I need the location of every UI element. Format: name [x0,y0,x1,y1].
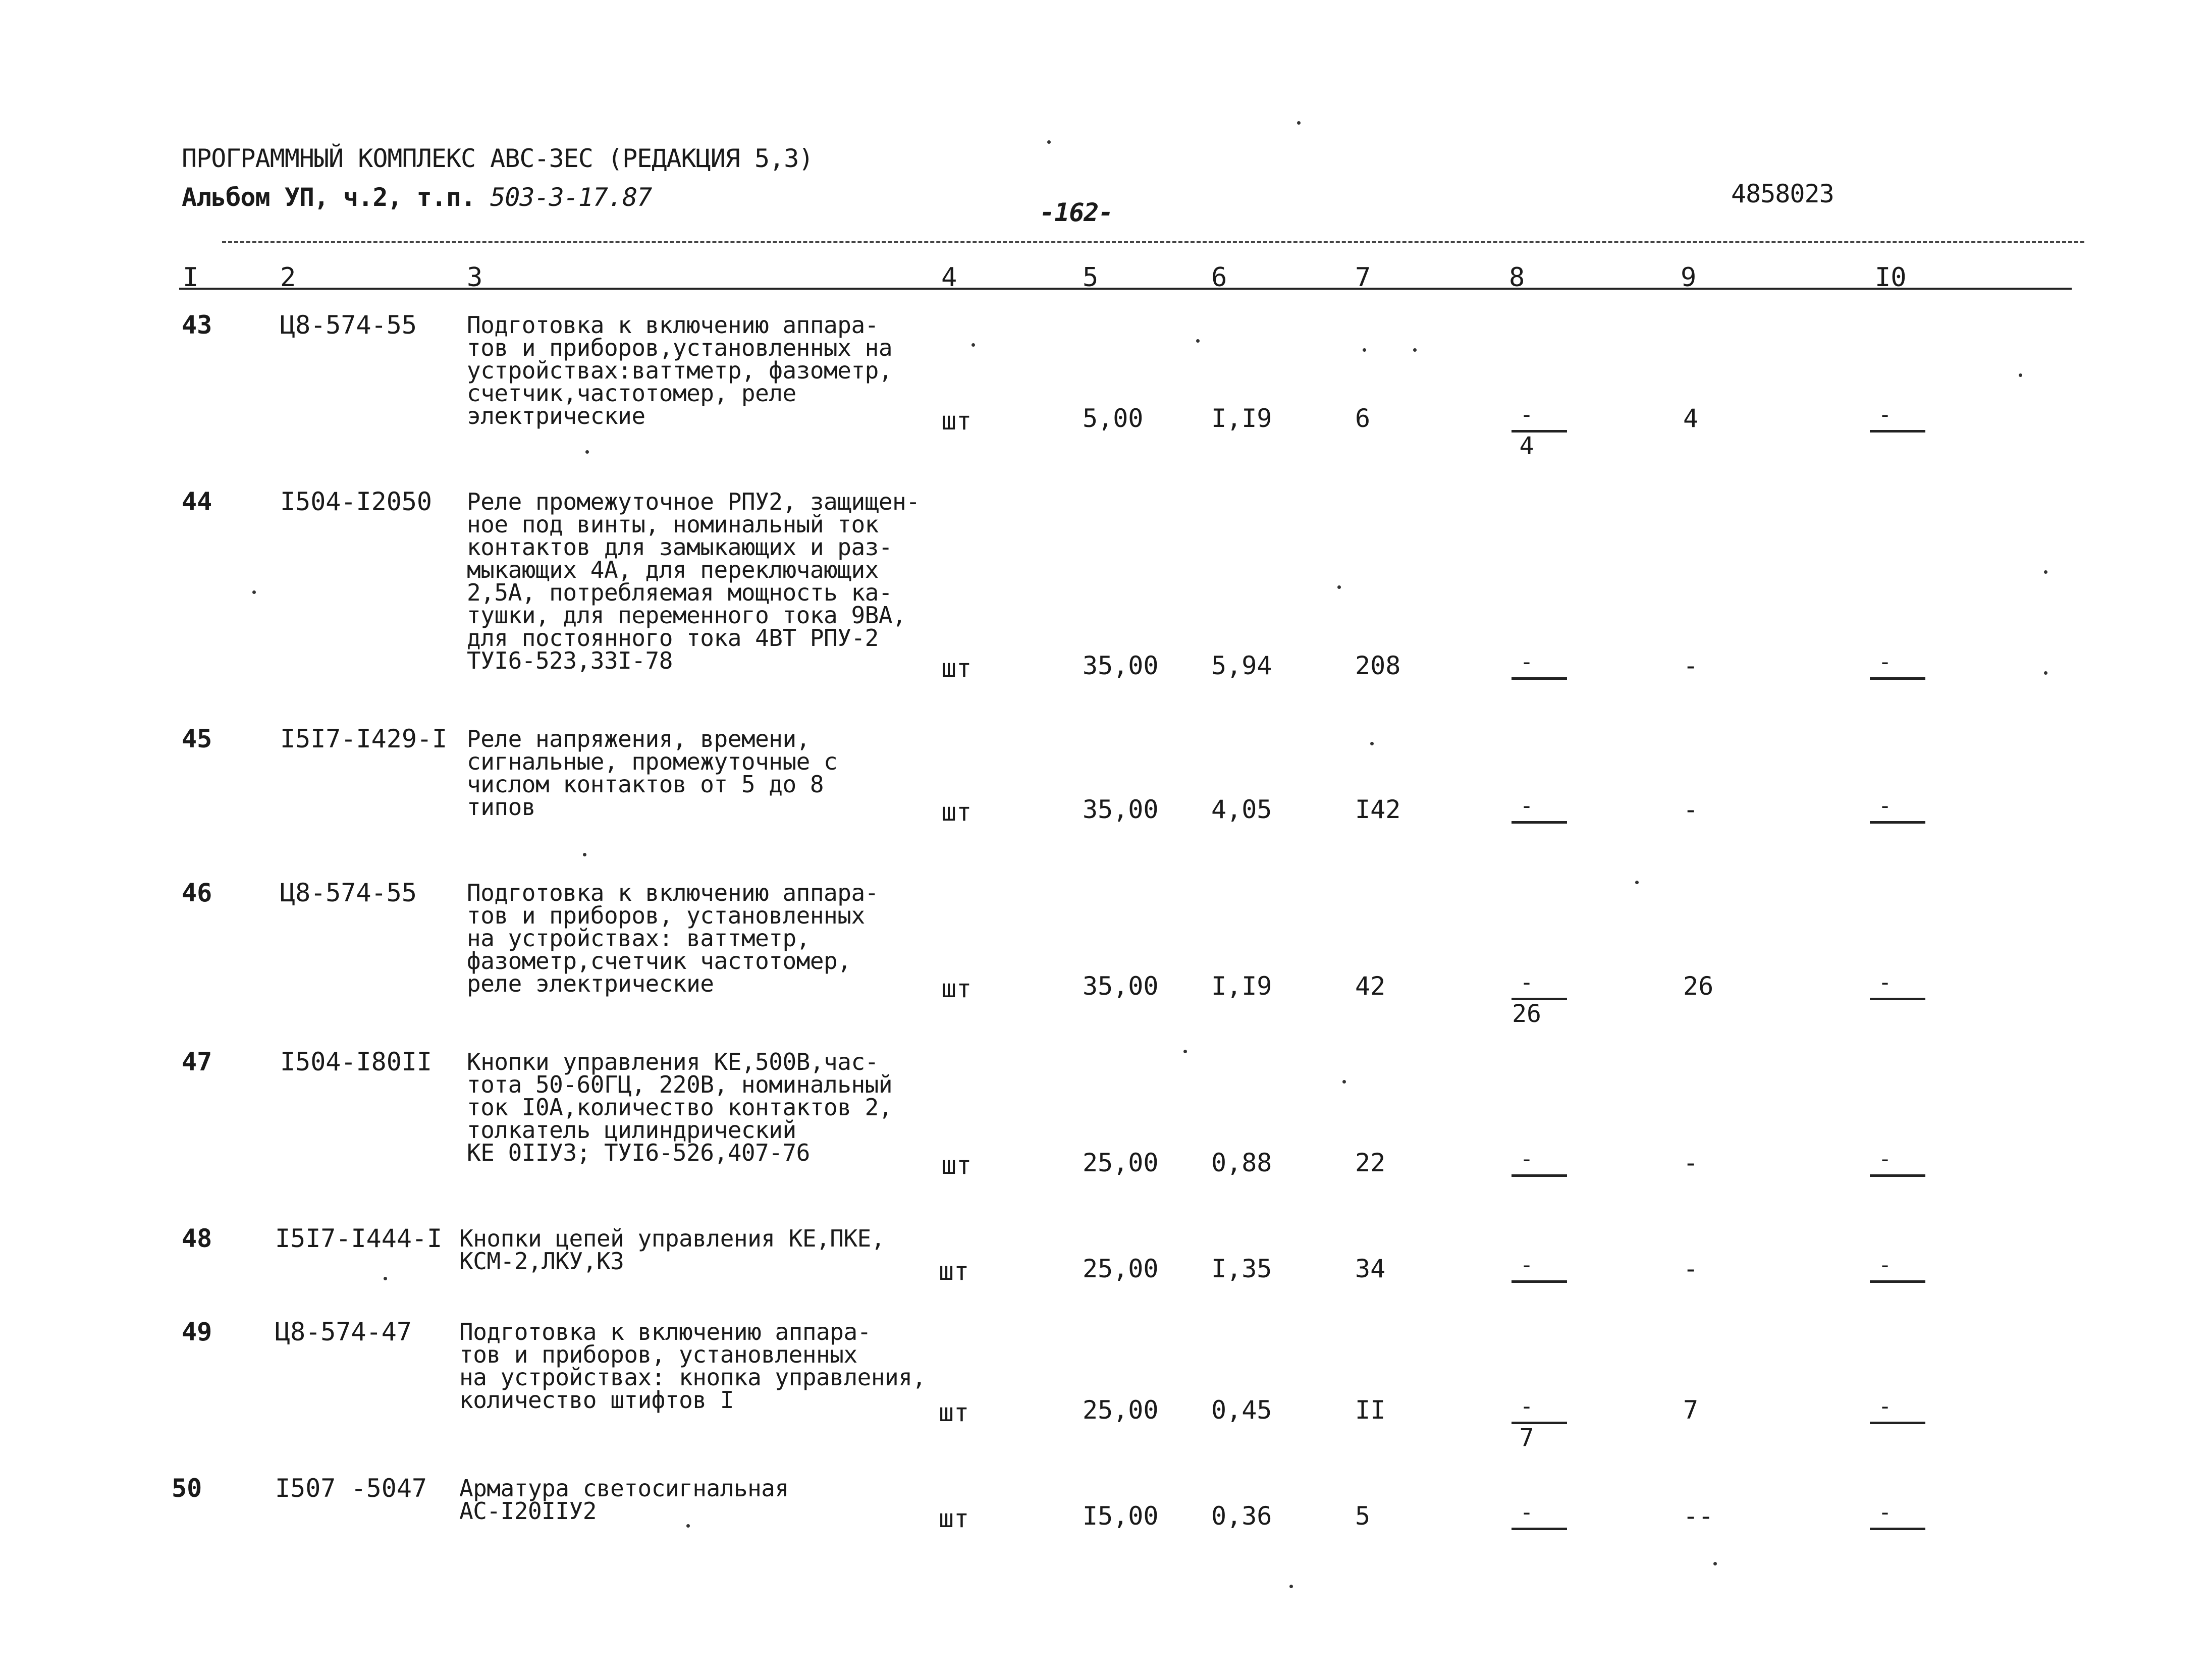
col8-top: - [1520,649,1534,675]
speck [252,590,256,594]
row-col6: 0,88 [1211,1148,1272,1177]
row-col7: 6 [1355,404,1371,433]
speck [1047,140,1051,144]
row-code: I504-I2050 [280,487,433,516]
col-header: I0 [1875,262,1907,293]
col8-top: - [1520,402,1534,427]
row-unit: шт [939,1398,969,1427]
row-col6: I,I9 [1211,971,1272,1001]
row-col9: - [1683,1254,1699,1283]
row-col5: 35,00 [1083,651,1159,680]
row-code: Ц8-574-55 [280,878,417,907]
fraction-bar [1870,430,1925,432]
col10-top: - [1878,649,1892,675]
row-unit: шт [939,1504,969,1533]
doc-number: 4858023 [1731,179,1834,208]
col-header: 5 [1083,262,1099,293]
row-col7: 208 [1355,651,1401,680]
speck [2044,671,2047,675]
row-col9: - [1683,651,1699,680]
fraction-bar [1512,1280,1567,1283]
speck [1337,585,1341,589]
col8-top: - [1520,793,1534,819]
speck [1289,1585,1293,1588]
row-col7: 42 [1355,971,1386,1001]
row-description: Кнопки цепей управления КЕ,ПКЕ, КСМ-2,ЛКУ,К3 [459,1225,885,1275]
fraction-bar [1512,677,1567,680]
page-number: -162- [1040,198,1113,227]
col-header: 3 [467,262,483,293]
fraction-bar [1870,677,1925,680]
row-code: Ц8-574-55 [280,310,417,340]
row-col7: I42 [1355,795,1401,824]
row-col6: 0,45 [1211,1395,1272,1425]
col-header: 4 [941,262,957,293]
program-title: ПРОГРАММНЫЙ КОМПЛЕКС АВС-ЗЕС (РЕДАКЦИЯ 5,3) [182,144,814,173]
row-col5: 35,00 [1083,971,1159,1001]
fraction-bar [1870,1280,1925,1283]
row-description: Подготовка к включению аппара- тов и приборов,установленных на устройствах:ваттметр, фазометр, счетчик,частотомер, реле электрические [467,311,893,429]
row-description: Подготовка к включению аппара- тов и приборов, установленных на устройствах: ваттметр, фазометр,счетчик частотомер, реле электрические [467,879,879,997]
fraction-bar [1870,998,1925,1000]
row-col7: II [1355,1395,1386,1425]
row-number: 47 [182,1047,212,1076]
speck [972,343,975,347]
row-unit: шт [941,406,972,436]
row-col5: 25,00 [1083,1395,1159,1425]
row-code: I507 -5047 [275,1474,427,1503]
col8-top: - [1520,1393,1534,1419]
row-col7: 5 [1355,1501,1371,1531]
fraction-bar [1870,1528,1925,1530]
col10-top: - [1878,1393,1892,1419]
row-number: 45 [182,724,212,753]
col8-top: - [1520,969,1534,995]
col10-top: - [1878,1499,1892,1525]
speck [1342,1080,1346,1084]
row-code: I5I7-I444-I [275,1224,443,1253]
col8-top: - [1520,1499,1534,1525]
row-number: 43 [182,310,212,340]
speck [686,1524,690,1528]
row-col6: 4,05 [1211,795,1272,824]
row-unit: шт [941,797,972,827]
row-col5: 25,00 [1083,1148,1159,1177]
row-number: 44 [182,487,212,516]
fraction-bar [1870,1174,1925,1177]
col-header: 9 [1681,262,1697,293]
fraction-bar [1870,1422,1925,1424]
row-unit: шт [939,1257,969,1286]
row-col6: I,I9 [1211,404,1272,433]
row-col6: 0,36 [1211,1501,1272,1531]
speck [585,450,589,454]
row-number: 49 [182,1317,212,1346]
row-description: Арматура светосигнальная АС-I20IIУ2 [459,1475,789,1525]
col-header: I [183,262,199,293]
col-header: 8 [1509,262,1525,293]
row-col9: -- [1683,1501,1714,1531]
col8-bottom: 26 [1512,1000,1541,1028]
speck [1413,348,1417,352]
speck [1713,1562,1717,1565]
row-unit: шт [941,974,972,1003]
col-header: 7 [1355,262,1371,293]
col10-top: - [1878,969,1892,995]
fraction-bar [1512,821,1567,824]
row-col9: 4 [1683,404,1699,433]
row-col7: 34 [1355,1254,1386,1283]
row-description: Подготовка к включению аппара- тов и приборов, установленных на устройствах: кнопка управления, количество штифтов I [459,1318,926,1414]
row-code: I504-I80II [280,1047,433,1076]
speck [1635,881,1639,884]
speck [2019,373,2022,377]
row-col9: - [1683,795,1699,824]
fraction-bar [1512,1174,1567,1177]
speck [2044,570,2047,574]
header-divider [222,241,2084,243]
row-col9: 26 [1683,971,1714,1001]
album-label: Альбом УП, ч.2, т.п. [182,183,476,212]
row-number: 46 [182,878,212,907]
col10-top: - [1878,402,1892,427]
row-col6: I,35 [1211,1254,1272,1283]
row-unit: шт [941,654,972,683]
row-number: 50 [172,1474,202,1503]
row-description: Реле напряжения, времени, сигнальные, промежуточные с числом контактов от 5 до 8 типов [467,725,838,821]
row-description: Реле промежуточное РПУ2, защищен- ное под винты, номинальный ток контактов для замыкающих и раз- мыкающих 4А, для переключающих 2,5А, потребляемая мощность ка- тушки, для переменного тока 9ВА, для постоянного тока 4ВТ РПУ-2 ТУI6-523,33I-78 [467,488,920,674]
row-code: I5I7-I429-I [280,724,448,753]
speck [1183,1050,1187,1053]
speck [1370,742,1374,745]
col10-top: - [1878,793,1892,819]
col-header: 6 [1211,262,1227,293]
col10-top: - [1878,1252,1892,1278]
speck [384,1277,387,1280]
fraction-bar [1512,1528,1567,1530]
col10-top: - [1878,1146,1892,1172]
col-header: 2 [280,262,296,293]
row-col5: 25,00 [1083,1254,1159,1283]
row-col6: 5,94 [1211,651,1272,680]
col8-top: - [1520,1146,1534,1172]
speck [1363,348,1366,352]
album-ref: 503-3-17.87 [490,183,652,212]
row-col7: 22 [1355,1148,1386,1177]
album-line [182,183,652,212]
column-header-underline [179,288,2072,290]
row-col5: I5,00 [1083,1501,1159,1531]
row-col9: - [1683,1148,1699,1177]
speck [1297,121,1301,125]
fraction-bar [1870,821,1925,824]
col8-top: - [1520,1252,1534,1278]
speck [583,853,586,856]
row-col9: 7 [1683,1395,1699,1425]
row-description: Кнопки управления КЕ,500В,час- тота 50-60ГЦ, 220В, номинальный ток I0А,количество контактов 2, толкатель цилиндрический КЕ 0IIУ3; ТУI6-526,407-76 [467,1048,893,1166]
row-code: Ц8-574-47 [275,1317,412,1346]
row-number: 48 [182,1224,212,1253]
speck [1196,339,1200,343]
col8-bottom: 7 [1519,1424,1534,1452]
row-col5: 5,00 [1083,404,1144,433]
col8-bottom: 4 [1519,432,1534,460]
row-unit: шт [941,1151,972,1180]
row-col5: 35,00 [1083,795,1159,824]
